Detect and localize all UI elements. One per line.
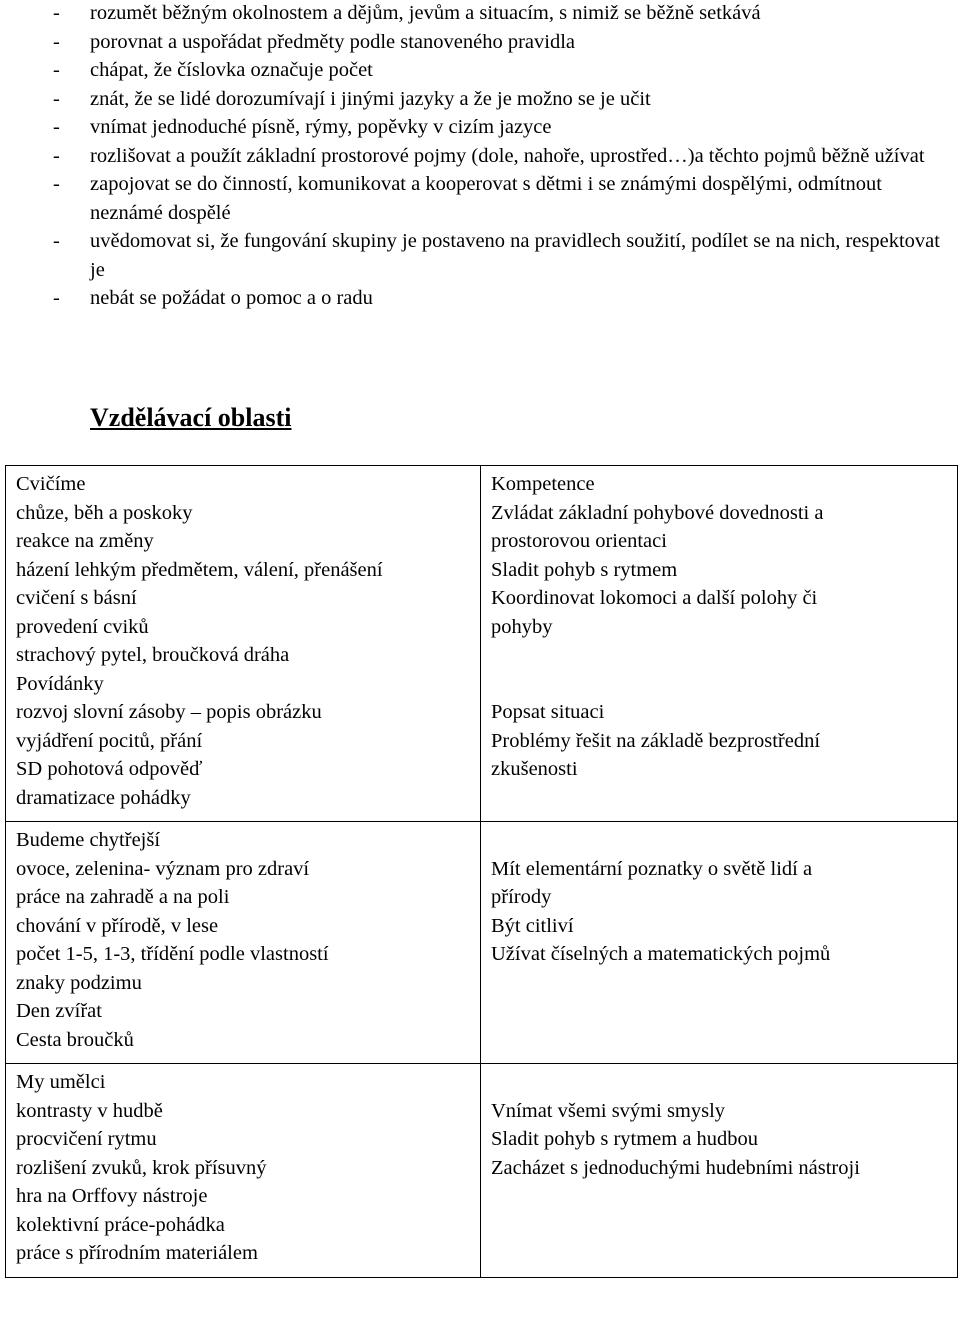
list-item-text: uvědomovat si, že fungování skupiny je postaveno na pravidlech soužití, podílet se na nich, respektovat je	[90, 230, 940, 281]
cell-line: znaky podzimu	[16, 971, 142, 994]
education-areas-table	[5, 465, 958, 1278]
cell-line: hra na Orffovy nástroje	[16, 1185, 208, 1207]
spacer	[491, 1068, 949, 1097]
cell-line: Vnímat všemi svými smysly	[491, 1099, 726, 1122]
cell-line: Být citliví	[491, 914, 574, 937]
cell-line: SD pohotová odpověď	[16, 758, 203, 780]
dash-marker: -	[53, 59, 60, 81]
cell-line: počet 1-5, 1-3, třídění podle vlastností	[16, 943, 329, 965]
dash-marker: -	[53, 87, 60, 110]
cell-line: Sladit pohyb s rytmem a hudbou	[491, 1128, 759, 1150]
cell-line: Zvládat základní pohybové dovednosti a	[491, 501, 824, 524]
cell-line: chůze, běh a poskoky	[16, 501, 193, 524]
cell-line: procvičení rytmu	[16, 1128, 157, 1150]
cell-line: Mít elementární poznatky o světě lidí a	[491, 857, 813, 880]
cell-line: My umělci	[16, 1071, 106, 1093]
cell-line: kolektivní práce-pohádka	[16, 1213, 225, 1236]
cell-line: házení lehkým předmětem, válení, přenášení	[16, 558, 383, 581]
cell-line: kontrasty v hudbě	[16, 1099, 163, 1122]
cell-line: rozvoj slovní zásoby – popis obrázku	[16, 701, 322, 723]
list-item-text: vnímat jednoduché písně, rýmy, popěvky v cizím jazyce	[90, 116, 552, 138]
cell-line: Zacházet s jednoduchými hudebními nástroji	[491, 1156, 860, 1179]
list-item-text: rozumět běžným okolnostem a dějům, jevům a situacím, s nimiž se běžně setkává	[90, 2, 761, 24]
cell-line: dramatizace pohádky	[16, 786, 191, 809]
table-row	[6, 466, 958, 822]
cell-line: Povídánky	[16, 672, 104, 695]
list-item-text: zapojovat se do činností, komunikovat a kooperovat s dětmi i se známými dospělými, odmítnout neznámé dospělé	[90, 173, 882, 224]
dash-marker: -	[53, 173, 60, 195]
cell-line: práce na zahradě a na poli	[16, 886, 230, 908]
section-title: Vzdělávací oblasti	[90, 403, 292, 432]
cell-line: Popsat situaci	[491, 701, 605, 723]
cell-line: provedení cviků	[16, 615, 149, 638]
cell-line: Kompetence	[491, 473, 595, 495]
list-item	[53, 56, 953, 85]
cell-line: Budeme chytřejší	[16, 829, 161, 851]
list-item	[53, 85, 953, 114]
competences-cell	[481, 1064, 958, 1278]
list-item	[53, 113, 953, 142]
cell-line: rozlišení zvuků, krok přísuvný	[16, 1156, 267, 1179]
list-item-text: nebát se požádat o pomoc a o radu	[90, 287, 373, 309]
dash-marker: -	[53, 230, 60, 252]
cell-line: přírody	[491, 886, 552, 908]
cell-line: chování v přírodě, v lese	[16, 914, 219, 937]
cell-line: vyjádření pocitů, přání	[16, 729, 203, 752]
cell-line: cvičení s básní	[16, 587, 137, 609]
list-item	[53, 284, 953, 313]
table-row	[6, 822, 958, 1064]
list-item	[53, 0, 953, 28]
cell-line: Cesta broučků	[16, 1028, 134, 1051]
list-item-text: chápat, že číslovka označuje počet	[90, 59, 373, 81]
dash-marker: -	[53, 287, 60, 309]
list-item	[53, 28, 953, 57]
dash-marker: -	[53, 144, 60, 167]
list-item	[53, 142, 953, 171]
cell-line: prostorovou orientaci	[491, 530, 667, 552]
spacer	[491, 641, 949, 670]
activities-cell	[6, 1064, 481, 1278]
cell-line: strachový pytel, broučková dráha	[16, 644, 290, 666]
list-item-text: porovnat a uspořádat předměty podle stanoveného pravidla	[90, 30, 576, 53]
spacer	[491, 670, 949, 699]
list-item-text: rozlišovat a použít základní prostorové pojmy (dole, nahoře, uprostřed…)a těchto pojmů běžně užívat	[90, 144, 925, 167]
cell-line: Sladit pohyb s rytmem	[491, 558, 678, 581]
dash-marker: -	[53, 30, 60, 53]
activities-cell	[6, 466, 481, 822]
cell-line: zkušenosti	[491, 758, 578, 780]
cell-line: ovoce, zelenina- význam pro zdraví	[16, 857, 310, 880]
dash-marker: -	[53, 2, 60, 24]
cell-line: Užívat číselných a matematických pojmů	[491, 943, 831, 965]
competences-cell	[481, 822, 958, 1064]
list-item	[53, 170, 953, 227]
cell-line: Problémy řešit na základě bezprostřední	[491, 729, 821, 752]
spacer	[491, 826, 949, 855]
cell-line: Koordinovat lokomoci a další polohy či	[491, 587, 818, 609]
activities-cell	[6, 822, 481, 1064]
competences-cell	[481, 466, 958, 822]
list-item	[53, 227, 953, 284]
dash-marker: -	[53, 116, 60, 138]
table-row	[6, 1064, 958, 1278]
list-item-text: znát, že se lidé dorozumívají i jinými jazyky a že je možno se je učit	[90, 87, 651, 110]
cell-line: reakce na změny	[16, 530, 154, 552]
cell-line: pohyby	[491, 615, 553, 638]
cell-line: Cvičíme	[16, 473, 86, 495]
cell-line: Den zvířat	[16, 1000, 102, 1022]
cell-line: práce s přírodním materiálem	[16, 1242, 258, 1264]
goals-list	[53, 0, 953, 313]
